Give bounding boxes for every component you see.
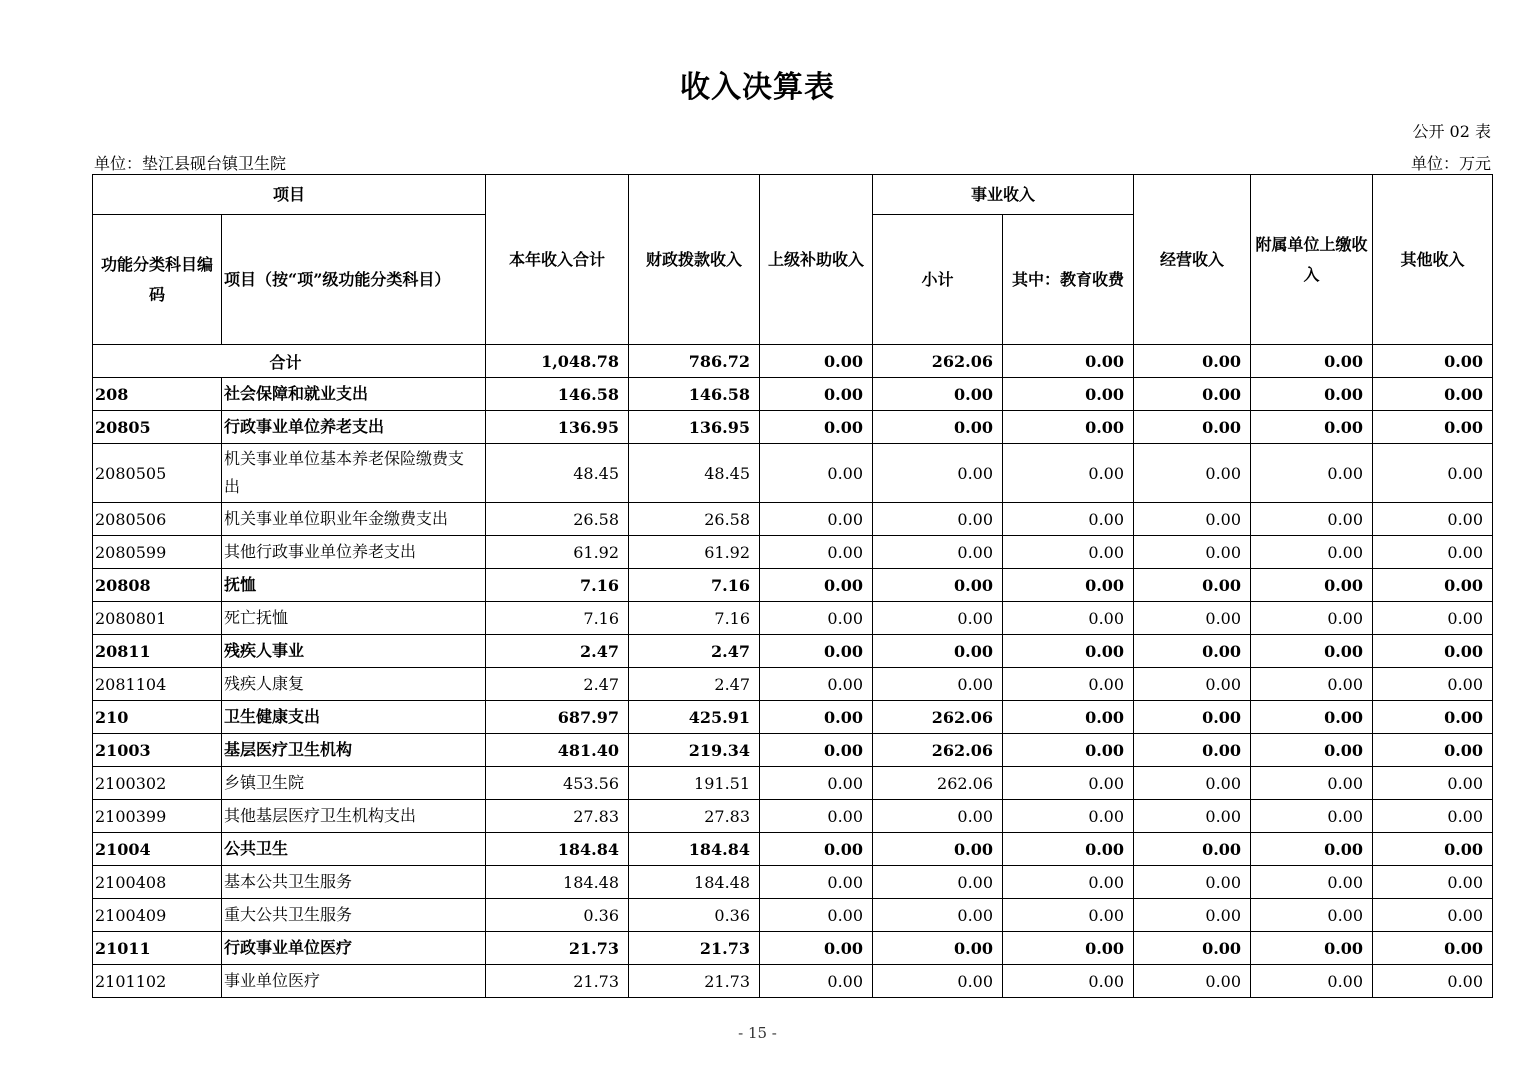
- row-value: 0.00: [873, 866, 1003, 899]
- row-value: 0.00: [873, 569, 1003, 602]
- row-name: 公共卫生: [222, 833, 486, 866]
- row-value: 0.00: [1251, 800, 1373, 833]
- row-value: 48.45: [486, 444, 629, 503]
- row-value: 2.47: [486, 635, 629, 668]
- row-code: 2080801: [93, 602, 222, 635]
- row-value: 21.73: [486, 965, 629, 998]
- row-value: 21.73: [629, 965, 760, 998]
- row-name: 事业单位医疗: [222, 965, 486, 998]
- row-value: 7.16: [629, 569, 760, 602]
- total-cell: 0.00: [1251, 345, 1373, 378]
- row-value: 0.00: [1373, 378, 1493, 411]
- row-value: 0.00: [1373, 899, 1493, 932]
- row-value: 0.00: [1003, 767, 1134, 800]
- row-value: 27.83: [486, 800, 629, 833]
- row-value: 453.56: [486, 767, 629, 800]
- row-code: 21004: [93, 833, 222, 866]
- total-label: 合计: [93, 345, 486, 378]
- row-value: 0.00: [760, 932, 873, 965]
- row-value: 0.00: [873, 444, 1003, 503]
- header-subtotal: 小计: [873, 215, 1003, 345]
- row-value: 0.36: [629, 899, 760, 932]
- row-name: 残疾人事业: [222, 635, 486, 668]
- row-value: 146.58: [486, 378, 629, 411]
- row-value: 0.00: [1373, 701, 1493, 734]
- row-value: 0.00: [1251, 833, 1373, 866]
- row-value: 0.00: [1134, 965, 1251, 998]
- table-row: [93, 444, 1493, 503]
- row-value: 0.00: [1134, 635, 1251, 668]
- row-value: 0.00: [1134, 800, 1251, 833]
- row-name: 基层医疗卫生机构: [222, 734, 486, 767]
- header-func-code: 功能分类科目编码: [93, 215, 222, 345]
- row-value: 0.00: [873, 536, 1003, 569]
- row-value: 0.00: [760, 668, 873, 701]
- row-code: 2100302: [93, 767, 222, 800]
- row-value: 0.00: [873, 668, 1003, 701]
- row-value: 0.00: [1251, 378, 1373, 411]
- row-value: 0.00: [1134, 536, 1251, 569]
- table-row: [93, 800, 1493, 833]
- row-value: 0.00: [1003, 444, 1134, 503]
- table-row: [93, 833, 1493, 866]
- row-value: 0.00: [1251, 635, 1373, 668]
- row-name: 机关事业单位职业年金缴费支出: [222, 503, 486, 536]
- table-row: [93, 569, 1493, 602]
- table-row: [93, 503, 1493, 536]
- row-value: 0.00: [873, 635, 1003, 668]
- row-value: 0.00: [1373, 411, 1493, 444]
- row-value: 0.00: [1373, 932, 1493, 965]
- row-value: 0.00: [1373, 833, 1493, 866]
- total-cell: 0.00: [1134, 345, 1251, 378]
- row-value: 0.00: [1003, 833, 1134, 866]
- row-value: 0.00: [1373, 800, 1493, 833]
- table-row: [93, 602, 1493, 635]
- table-row: [93, 899, 1493, 932]
- row-value: 7.16: [486, 602, 629, 635]
- row-value: 0.00: [1373, 569, 1493, 602]
- row-value: 61.92: [629, 536, 760, 569]
- row-value: 0.00: [1251, 444, 1373, 503]
- table-row: [93, 411, 1493, 444]
- row-value: 0.00: [1373, 503, 1493, 536]
- row-name: 行政事业单位医疗: [222, 932, 486, 965]
- row-value: 0.00: [1003, 965, 1134, 998]
- table-row: [93, 701, 1493, 734]
- row-value: 0.00: [760, 866, 873, 899]
- row-value: 136.95: [486, 411, 629, 444]
- row-value: 0.00: [873, 833, 1003, 866]
- table-row: [93, 767, 1493, 800]
- row-code: 210: [93, 701, 222, 734]
- row-value: 0.00: [1134, 932, 1251, 965]
- row-value: 0.00: [873, 602, 1003, 635]
- row-value: 0.00: [1003, 701, 1134, 734]
- row-value: 0.00: [1003, 411, 1134, 444]
- row-value: 0.00: [1134, 411, 1251, 444]
- row-value: 0.00: [1251, 569, 1373, 602]
- row-value: 0.00: [760, 444, 873, 503]
- row-value: 0.00: [1134, 866, 1251, 899]
- row-value: 0.00: [873, 503, 1003, 536]
- row-value: 61.92: [486, 536, 629, 569]
- row-value: 191.51: [629, 767, 760, 800]
- total-cell: 0.00: [760, 345, 873, 378]
- row-value: 0.00: [760, 899, 873, 932]
- row-value: 0.00: [1003, 800, 1134, 833]
- row-value: 0.00: [760, 701, 873, 734]
- row-value: 0.00: [760, 378, 873, 411]
- row-value: 0.00: [1134, 701, 1251, 734]
- row-value: 0.00: [760, 734, 873, 767]
- row-code: 2080505: [93, 444, 222, 503]
- row-code: 2080599: [93, 536, 222, 569]
- row-name: 重大公共卫生服务: [222, 899, 486, 932]
- table-row: [93, 536, 1493, 569]
- row-code: 2101102: [93, 965, 222, 998]
- row-value: 0.00: [1003, 668, 1134, 701]
- row-value: 0.00: [1134, 569, 1251, 602]
- header-total-income: 本年收入合计: [486, 175, 629, 345]
- row-value: 262.06: [873, 701, 1003, 734]
- money-unit: 单位：万元: [1410, 154, 1491, 173]
- row-value: 184.48: [629, 866, 760, 899]
- row-value: 219.34: [629, 734, 760, 767]
- row-code: 20811: [93, 635, 222, 668]
- row-value: 0.00: [1373, 866, 1493, 899]
- row-value: 0.00: [1003, 866, 1134, 899]
- total-cell: 786.72: [629, 345, 760, 378]
- unit-name: 单位：垫江县砚台镇卫生院: [94, 154, 287, 173]
- row-value: 0.00: [760, 965, 873, 998]
- row-name: 其他基层医疗卫生机构支出: [222, 800, 486, 833]
- row-value: 0.00: [1251, 734, 1373, 767]
- row-value: 0.00: [760, 767, 873, 800]
- page-number: - 15 -: [738, 1024, 777, 1042]
- row-value: 481.40: [486, 734, 629, 767]
- header-superior: 上级补助收入: [760, 175, 873, 345]
- total-cell: 0.00: [1003, 345, 1134, 378]
- row-code: 2081104: [93, 668, 222, 701]
- row-value: 0.00: [760, 536, 873, 569]
- row-code: 20808: [93, 569, 222, 602]
- row-value: 27.83: [629, 800, 760, 833]
- row-value: 0.00: [1134, 378, 1251, 411]
- row-value: 425.91: [629, 701, 760, 734]
- income-table: [92, 174, 1493, 998]
- row-code: 2100408: [93, 866, 222, 899]
- row-value: 2.47: [629, 668, 760, 701]
- row-value: 0.00: [760, 602, 873, 635]
- row-value: 0.00: [873, 965, 1003, 998]
- row-value: 0.00: [1003, 536, 1134, 569]
- row-value: 0.00: [1003, 503, 1134, 536]
- row-name: 其他行政事业单位养老支出: [222, 536, 486, 569]
- row-value: 0.00: [1003, 378, 1134, 411]
- row-value: 0.00: [1003, 602, 1134, 635]
- row-value: 48.45: [629, 444, 760, 503]
- row-value: 21.73: [629, 932, 760, 965]
- row-value: 0.00: [873, 800, 1003, 833]
- row-value: 262.06: [873, 734, 1003, 767]
- row-value: 0.00: [1003, 635, 1134, 668]
- row-value: 0.00: [760, 411, 873, 444]
- header-fiscal: 财政拨款收入: [629, 175, 760, 345]
- table-row: [93, 668, 1493, 701]
- row-code: 21011: [93, 932, 222, 965]
- table-row: [93, 965, 1493, 998]
- row-value: 0.00: [1134, 833, 1251, 866]
- total-cell: 1,048.78: [486, 345, 629, 378]
- table-row: [93, 866, 1493, 899]
- row-name: 残疾人康复: [222, 668, 486, 701]
- row-name: 死亡抚恤: [222, 602, 486, 635]
- page-title: 收入决算表: [680, 70, 835, 105]
- row-value: 7.16: [629, 602, 760, 635]
- row-value: 2.47: [629, 635, 760, 668]
- row-value: 0.00: [1373, 444, 1493, 503]
- row-name: 卫生健康支出: [222, 701, 486, 734]
- row-name: 抚恤: [222, 569, 486, 602]
- row-value: 0.00: [873, 411, 1003, 444]
- row-value: 0.00: [1373, 635, 1493, 668]
- row-value: 0.00: [1134, 734, 1251, 767]
- header-project: 项目: [93, 175, 486, 215]
- header-operation: 经营收入: [1134, 175, 1251, 345]
- row-value: 687.97: [486, 701, 629, 734]
- header-affiliated: 附属单位上缴收入: [1251, 175, 1373, 345]
- header-education: 其中：教育收费: [1003, 215, 1134, 345]
- row-value: 0.00: [1134, 602, 1251, 635]
- row-name: 机关事业单位基本养老保险缴费支出: [222, 444, 486, 503]
- row-value: 0.00: [1134, 503, 1251, 536]
- row-value: 0.00: [1251, 668, 1373, 701]
- header-other: 其他收入: [1373, 175, 1493, 345]
- row-value: 0.00: [760, 635, 873, 668]
- row-value: 0.00: [1003, 734, 1134, 767]
- row-value: 0.00: [1373, 668, 1493, 701]
- row-value: 0.00: [1134, 767, 1251, 800]
- table-row: [93, 378, 1493, 411]
- row-code: 2100399: [93, 800, 222, 833]
- row-value: 0.00: [873, 899, 1003, 932]
- row-value: 0.00: [1373, 965, 1493, 998]
- row-code: 20805: [93, 411, 222, 444]
- row-value: 0.00: [1251, 701, 1373, 734]
- row-value: 0.00: [1134, 444, 1251, 503]
- row-value: 0.00: [1003, 899, 1134, 932]
- row-value: 0.00: [873, 932, 1003, 965]
- row-code: 21003: [93, 734, 222, 767]
- row-value: 0.00: [1373, 602, 1493, 635]
- row-value: 0.36: [486, 899, 629, 932]
- row-value: 0.00: [1251, 767, 1373, 800]
- header-business-income: 事业收入: [873, 175, 1134, 215]
- row-value: 0.00: [1251, 411, 1373, 444]
- row-value: 26.58: [629, 503, 760, 536]
- row-value: 0.00: [1134, 668, 1251, 701]
- row-name: 社会保障和就业支出: [222, 378, 486, 411]
- row-value: 0.00: [1003, 569, 1134, 602]
- row-value: 0.00: [1373, 734, 1493, 767]
- row-name: 基本公共卫生服务: [222, 866, 486, 899]
- row-value: 0.00: [1251, 965, 1373, 998]
- row-value: 0.00: [1251, 899, 1373, 932]
- row-value: 0.00: [760, 833, 873, 866]
- row-value: 0.00: [1373, 536, 1493, 569]
- total-row: [93, 345, 1493, 378]
- total-cell: 262.06: [873, 345, 1003, 378]
- row-value: 136.95: [629, 411, 760, 444]
- total-cell: 0.00: [1373, 345, 1493, 378]
- row-value: 26.58: [486, 503, 629, 536]
- row-value: 0.00: [1251, 866, 1373, 899]
- table-row: [93, 932, 1493, 965]
- row-value: 0.00: [1134, 899, 1251, 932]
- row-code: 2100409: [93, 899, 222, 932]
- row-value: 184.84: [486, 833, 629, 866]
- row-value: 0.00: [1251, 932, 1373, 965]
- row-name: 行政事业单位养老支出: [222, 411, 486, 444]
- row-value: 7.16: [486, 569, 629, 602]
- row-value: 0.00: [1373, 767, 1493, 800]
- row-name: 乡镇卫生院: [222, 767, 486, 800]
- row-value: 2.47: [486, 668, 629, 701]
- table-row: [93, 734, 1493, 767]
- row-value: 0.00: [760, 503, 873, 536]
- row-value: 0.00: [1003, 932, 1134, 965]
- row-value: 146.58: [629, 378, 760, 411]
- row-value: 0.00: [873, 378, 1003, 411]
- row-code: 2080506: [93, 503, 222, 536]
- row-value: 0.00: [760, 800, 873, 833]
- table-row: [93, 635, 1493, 668]
- row-value: 0.00: [1251, 602, 1373, 635]
- header-func-name: 项目（按“项”级功能分类科目）: [222, 215, 486, 345]
- row-value: 184.48: [486, 866, 629, 899]
- row-value: 0.00: [1251, 536, 1373, 569]
- row-value: 0.00: [1251, 503, 1373, 536]
- row-value: 262.06: [873, 767, 1003, 800]
- row-value: 21.73: [486, 932, 629, 965]
- row-code: 208: [93, 378, 222, 411]
- row-value: 184.84: [629, 833, 760, 866]
- table-number: 公开 02 表: [1412, 122, 1491, 141]
- row-value: 0.00: [760, 569, 873, 602]
